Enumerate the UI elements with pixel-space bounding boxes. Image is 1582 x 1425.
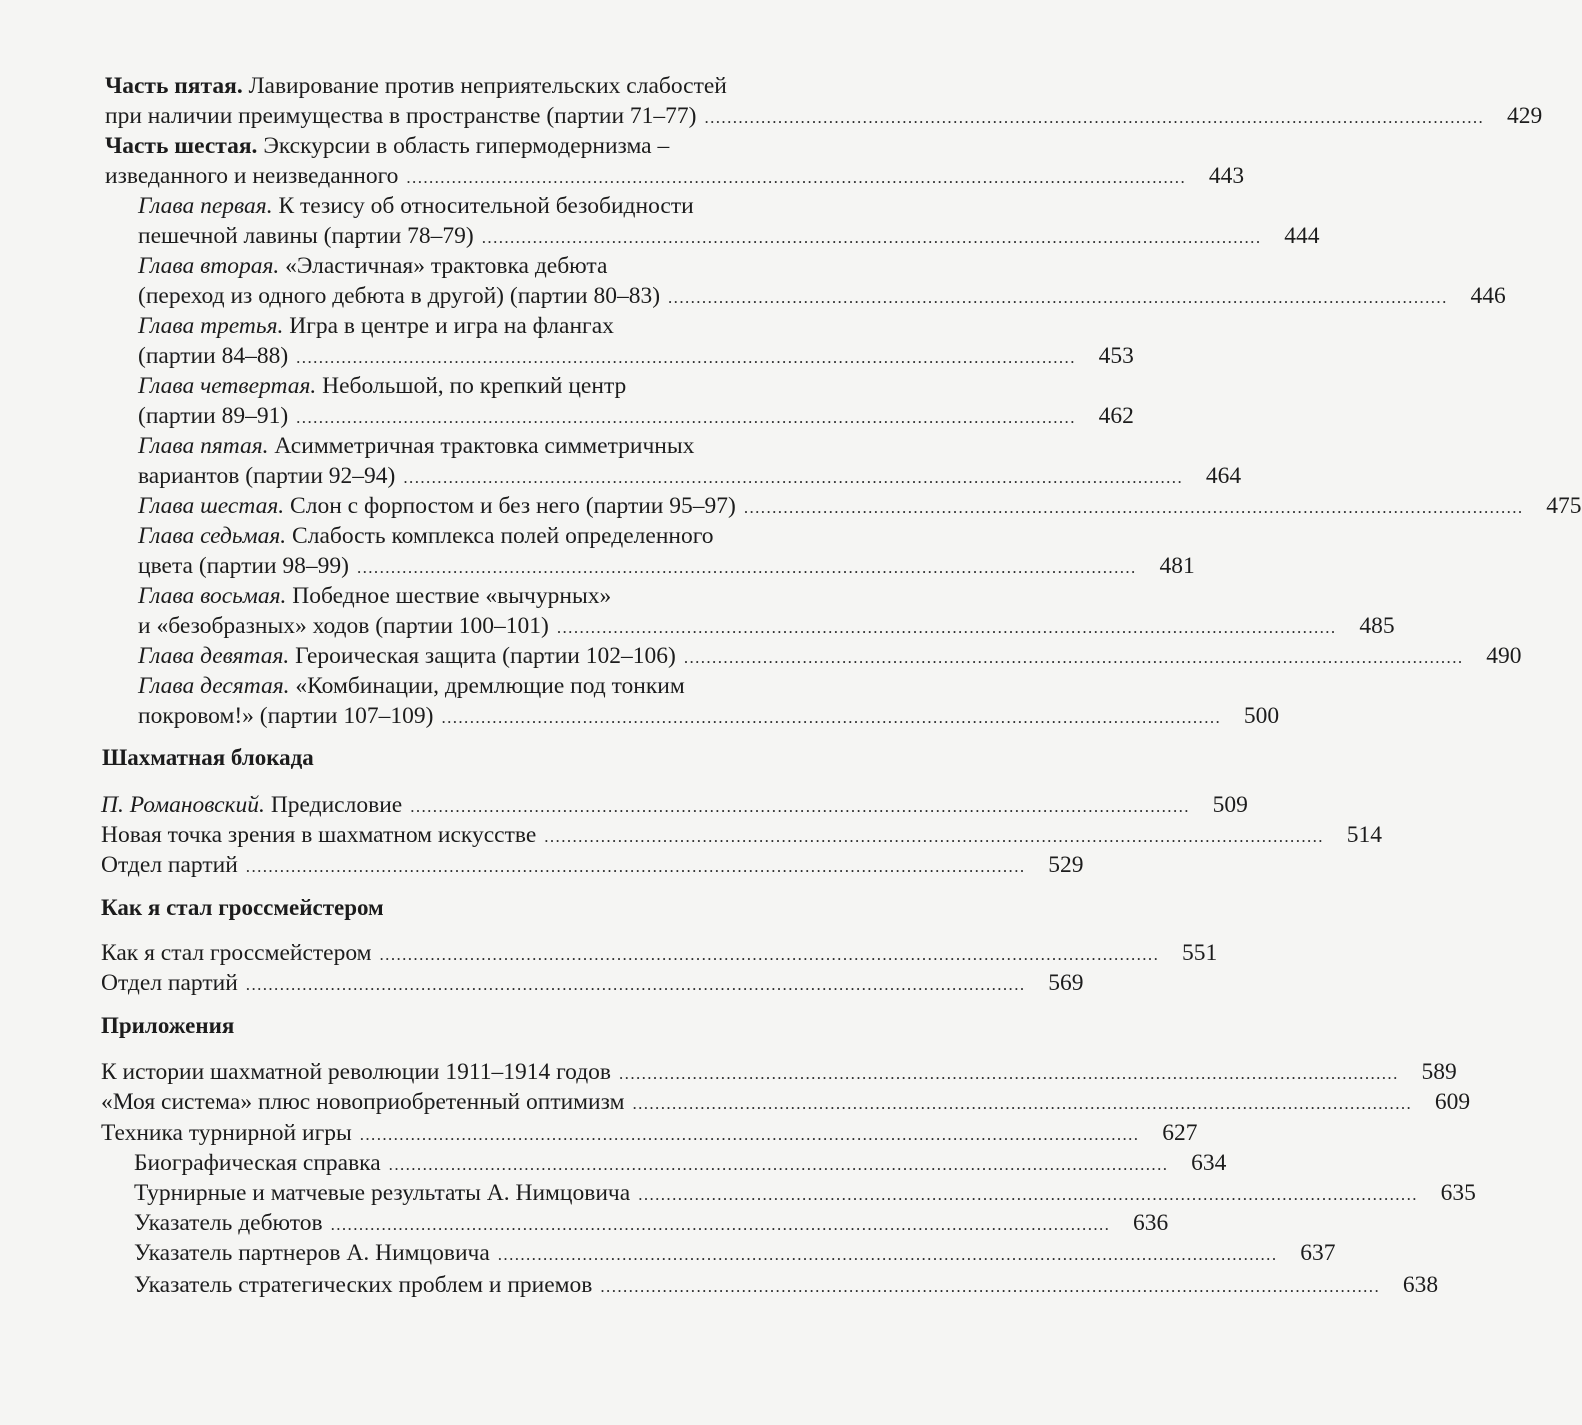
dot-leader: ..........................................................................................................................................	[296, 348, 1076, 367]
chapter8-page: 485	[1359, 613, 1395, 639]
dot-leader: ..........................................................................................................................................	[704, 108, 1485, 127]
chapter2-title-cont: (переход из одного дебюта в другой) (партии 80–83)	[138, 283, 661, 309]
chapter9-page: 490	[1486, 643, 1522, 669]
dot-leader: ..........................................................................................................................................	[743, 498, 1524, 517]
chapter6-label: Глава шестая.	[138, 493, 285, 519]
appendix-subitem-5[interactable]	[0, 1270, 1439, 1302]
appendix-subitem-1[interactable]	[0, 1148, 1227, 1180]
dot-leader: ..........................................................................................................................................	[330, 1215, 1111, 1234]
chapter10-label: Глава десятая.	[138, 673, 290, 699]
dot-leader: ..........................................................................................................................................	[245, 975, 1026, 994]
chapter8-line1	[0, 581, 1111, 611]
dot-leader: ..........................................................................................................................................	[406, 168, 1187, 187]
blockade-item-2[interactable]	[0, 820, 1382, 852]
part5-page: 429	[1506, 103, 1543, 129]
chapter1-line1	[0, 191, 1111, 221]
dot-leader: ..........................................................................................................................................	[632, 1094, 1413, 1113]
appendix-subitem-4[interactable]	[0, 1238, 1336, 1270]
dot-leader: ..........................................................................................................................................	[410, 797, 1190, 816]
chapter5-line2[interactable]	[0, 461, 1242, 493]
grandmaster-item-1[interactable]	[0, 938, 1218, 970]
chapter1-line2[interactable]	[0, 221, 1320, 253]
appendix-subitem-1-text: Биографическая справка	[134, 1150, 381, 1176]
appendix-item-2-text: «Моя система» плюс новоприобретенный оптимизм	[101, 1089, 625, 1115]
chapter7-label: Глава седьмая.	[138, 523, 287, 549]
chapter2-label: Глава вторая.	[138, 253, 280, 279]
chapter6-title: Слон с форпостом и без него (партии 95–97)	[290, 493, 736, 519]
chapter2-page: 446	[1470, 283, 1506, 309]
blockade-item-2-text: Новая точка зрения в шахматном искусстве	[101, 822, 537, 848]
appendix-subitem-3-text: Указатель дебютов	[134, 1210, 323, 1236]
part6-label: Часть шестая.	[105, 133, 258, 159]
blockade-item-2-page: 514	[1346, 822, 1382, 848]
chapter3-line2[interactable]	[0, 341, 1134, 373]
chapter8-title: Победное шествие «вычурных»	[292, 583, 612, 609]
appendix-item-3-text: Техника турнирной игры	[101, 1120, 352, 1146]
part5-label: Часть пятая.	[105, 73, 243, 99]
appendix-item-2[interactable]	[0, 1087, 1471, 1119]
chapter1-title: К тезису об относительной безобидности	[278, 193, 694, 219]
chapter10-page: 500	[1243, 703, 1280, 729]
dot-leader: ..........................................................................................................................................	[481, 228, 1262, 247]
chapter6-line[interactable]	[0, 491, 1582, 523]
dot-leader: ..........................................................................................................................................	[296, 408, 1076, 427]
chapter3-title-cont: (партии 84–88)	[138, 343, 289, 369]
chapter10-title: «Комбинации, дремлющие под тонким	[295, 673, 685, 699]
chapter2-title: «Эластичная» трактовка дебюта	[285, 253, 608, 279]
chapter3-page: 453	[1098, 343, 1134, 369]
chapter4-page: 462	[1098, 403, 1134, 429]
dot-leader: ..........................................................................................................................................	[544, 827, 1324, 846]
chapter4-line2[interactable]	[0, 401, 1134, 433]
part5-line1	[0, 71, 1078, 101]
chapter3-label: Глава третья.	[138, 313, 284, 339]
part5-title1: Лавирование против неприятельских слабостей	[248, 73, 727, 99]
chapter5-label: Глава пятая.	[138, 433, 269, 459]
appendix-subitem-1-page: 634	[1191, 1150, 1227, 1176]
dot-leader: ..........................................................................................................................................	[441, 708, 1222, 727]
appendix-subitem-5-page: 638	[1402, 1272, 1439, 1298]
blockade-item-3-text: Отдел партий	[101, 852, 238, 878]
chapter5-line1	[0, 431, 1111, 461]
chapter7-title-cont: цвета (партии 98–99)	[138, 553, 349, 579]
appendix-subitem-2-text: Турнирные и матчевые результаты А. Нимцовича	[134, 1180, 631, 1206]
chapter1-page: 444	[1284, 223, 1320, 249]
chapter6-page: 475	[1546, 493, 1582, 519]
part6-title2: изведанного и неизведанного	[105, 163, 399, 189]
dot-leader: ..........................................................................................................................................	[683, 648, 1464, 667]
chapter9-title: Героическая защита (партии 102–106)	[295, 643, 676, 669]
chapter9-label: Глава девятая.	[138, 643, 290, 669]
section-heading-appendix: Приложения	[101, 1013, 235, 1038]
section-heading-grandmaster: Как я стал гроссмейстером	[101, 895, 384, 920]
dot-leader: ..........................................................................................................................................	[638, 1185, 1418, 1204]
grandmaster-item-1-text: Как я стал гроссмейстером	[101, 940, 372, 966]
chapter5-title-cont: вариантов (партии 92–94)	[138, 463, 396, 489]
chapter10-line1	[0, 671, 1111, 701]
chapter1-label: Глава первая.	[138, 193, 273, 219]
part5-line2[interactable]	[0, 101, 1543, 133]
chapter3-line1	[0, 311, 1111, 341]
appendix-subitem-2-page: 635	[1440, 1180, 1476, 1206]
chapter4-line1	[0, 371, 1111, 401]
chapter2-line1	[0, 251, 1111, 281]
chapter8-label: Глава восьмая.	[138, 583, 287, 609]
chapter7-page: 481	[1159, 553, 1195, 579]
appendix-item-2-page: 609	[1434, 1089, 1471, 1115]
chapter8-title-cont: и «безобразных» ходов (партии 100–101)	[138, 613, 549, 639]
chapter4-label: Глава четвертая.	[138, 373, 317, 399]
part5-title2: при наличии преимущества в пространстве (партии 71–77)	[105, 103, 697, 129]
part6-line1	[0, 131, 1078, 161]
dot-leader: ..........................................................................................................................................	[600, 1277, 1381, 1296]
chapter8-line2[interactable]	[0, 611, 1395, 643]
appendix-subitem-4-text: Указатель партнеров А. Нимцовича	[134, 1240, 490, 1266]
blockade-item-1-page: 509	[1212, 792, 1248, 818]
dot-leader: ..........................................................................................................................................	[619, 1064, 1399, 1083]
appendix-item-1-text: К истории шахматной революции 1911–1914 годов	[101, 1059, 612, 1085]
appendix-item-3-page: 627	[1162, 1120, 1198, 1146]
appendix-subitem-4-page: 637	[1300, 1240, 1336, 1266]
blockade-item-3-page: 529	[1048, 852, 1084, 878]
blockade-item-3[interactable]	[0, 850, 1084, 882]
dot-leader: ..........................................................................................................................................	[359, 1125, 1140, 1144]
dot-leader: ..........................................................................................................................................	[245, 857, 1026, 876]
chapter5-page: 464	[1205, 463, 1242, 489]
blockade-item-1[interactable]	[0, 790, 1248, 822]
dot-leader: ..........................................................................................................................................	[497, 1245, 1278, 1264]
chapter7-line1	[0, 521, 1111, 551]
chapter4-title-cont: (партии 89–91)	[138, 403, 289, 429]
blockade-item-1-author: П. Романовский.	[101, 792, 265, 818]
blockade-item-1-text: Предисловие	[270, 792, 403, 818]
chapter10-line2[interactable]	[0, 701, 1280, 733]
chapter7-line2[interactable]	[0, 551, 1195, 583]
part6-page: 443	[1208, 163, 1245, 189]
dot-leader: ..........................................................................................................................................	[668, 288, 1448, 307]
chapter5-title: Асимметричная трактовка симметричных	[274, 433, 695, 459]
chapter2-line2[interactable]	[0, 281, 1506, 313]
dot-leader: ..........................................................................................................................................	[556, 618, 1337, 637]
grandmaster-item-1-page: 551	[1181, 940, 1218, 966]
dot-leader: ..........................................................................................................................................	[388, 1155, 1169, 1174]
chapter3-title: Игра в центре и игра на флангах	[289, 313, 614, 339]
part6-line2[interactable]	[0, 161, 1245, 193]
appendix-item-1[interactable]	[0, 1057, 1457, 1089]
chapter7-title: Слабость комплекса полей определенного	[292, 523, 714, 549]
appendix-subitem-5-text: Указатель стратегических проблем и приемов	[134, 1272, 593, 1298]
grandmaster-item-2[interactable]	[0, 968, 1084, 1000]
appendix-subitem-2[interactable]	[0, 1178, 1476, 1210]
appendix-item-1-page: 589	[1421, 1059, 1457, 1085]
dot-leader: ..........................................................................................................................................	[356, 558, 1137, 577]
section-heading-blockade: Шахматная блокада	[102, 745, 314, 770]
chapter9-line[interactable]	[0, 641, 1522, 673]
appendix-item-3[interactable]	[0, 1118, 1198, 1150]
appendix-subitem-3[interactable]	[0, 1208, 1169, 1240]
grandmaster-item-2-page: 569	[1048, 970, 1084, 996]
part6-title1: Экскурсии в область гипермодернизма –	[263, 133, 670, 159]
appendix-subitem-3-page: 636	[1133, 1210, 1169, 1236]
grandmaster-item-2-text: Отдел партий	[101, 970, 238, 996]
chapter1-title-cont: пешечной лавины (партии 78–79)	[138, 223, 474, 249]
dot-leader: ..........................................................................................................................................	[379, 945, 1160, 964]
chapter10-title-cont: покровом!» (партии 107–109)	[138, 703, 434, 729]
dot-leader: ..........................................................................................................................................	[403, 468, 1184, 487]
chapter4-title: Небольшой, по крепкий центр	[322, 373, 627, 399]
